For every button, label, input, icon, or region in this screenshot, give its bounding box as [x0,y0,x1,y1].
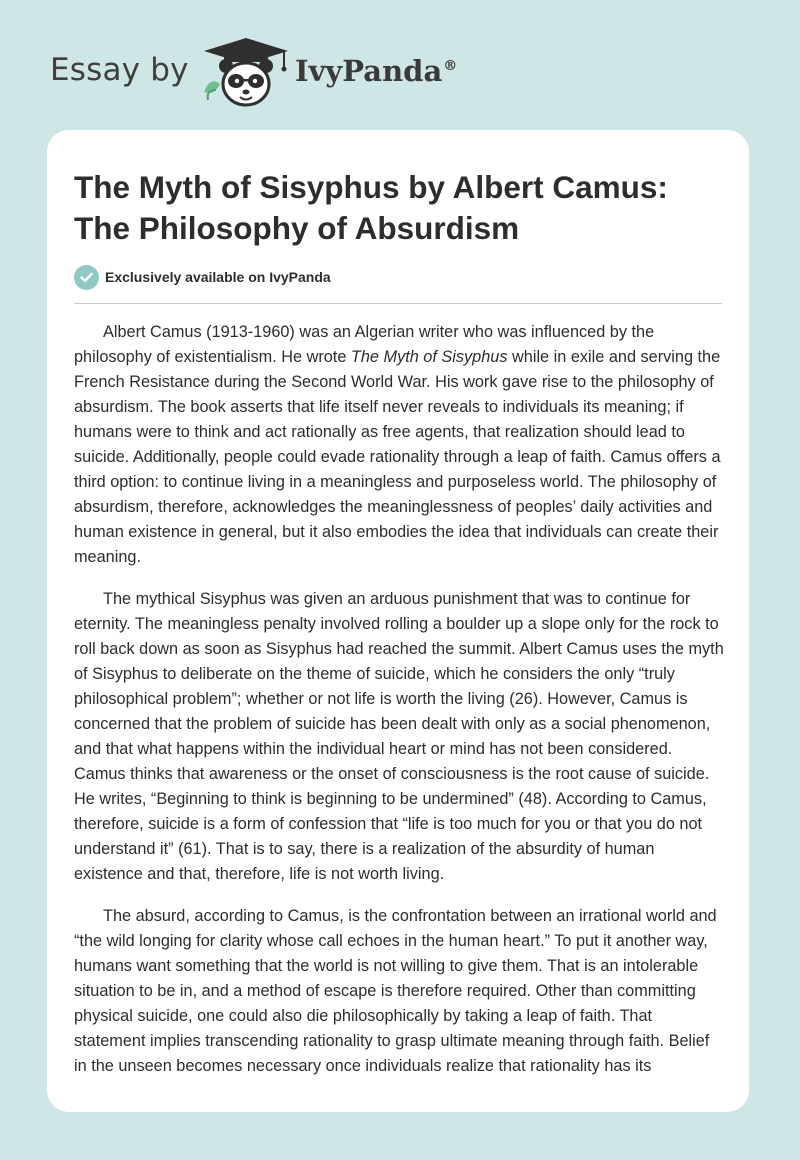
registered-mark: ® [443,58,458,75]
essay-card [47,130,749,1112]
essay-title [74,167,724,249]
panda-logo-icon[interactable] [200,36,292,108]
brand-prefix: Essay by [50,52,189,88]
brand-name: IvyPanda® [295,54,458,88]
paragraph-2: The mythical Sisyphus was given an arduous punishment that was to continue for eternity. The meaningless penalty involved rolling a boulder up a slope only for the rock to roll back down as soon as Sisyphus had reached the summit. Albert Camus uses the myth of Sisyphus to deliberate on the theme of suicide, which he considers the only “truly philosophical problem”; whether or not life is worth the living (26). However, Camus is concerned that the problem of suicide has been dealt with only as a social phenomenon, and that what happens within the individual heart or mind has not been considered. Camus thinks that awareness or the onset of consciousness is the root cause of suicide. He writes, “Beginning to think is beginning to be undermined” (48). According to Camus, therefore, suicide is a form of confession that “life is too much for you or that you do not understand it” (61). That is to say, there is a realization of the absurdity of human existence and that, therefore, life is not worth living. [74,590,724,883]
paragraph-3: The absurd, according to Camus, is the confrontation between an irrational world and “the wild longing for clarity whose call echoes in the human heart.” To put it another way, humans want something that the world is not willing to give them. That is an intolerable situation to be in, and a method of escape is therefore required. Other than committing physical suicide, one could also die philosophically by taking a leap of faith. That statement implies transcending rationality to grasp ultimate meaning through faith. Belief in the unseen becomes necessary once individuals realize that rationality has its [74,907,717,1075]
paragraph-1: Albert Camus (1913-1960) was an Algerian writer who was influenced by the philosophy of existentialism. He wrote The Myth of Sisyphus while in exile and serving the French Resistance during the Second World War. His work gave rise to the philosophy of absurdism. The book asserts that life itself never reveals to individuals its meaning; if humans were to think and act rationally as free agents, that realization should lead to suicide. Additionally, people could evade rationality through a leap of faith. Camus offers a third option: to continue living in a meaningless and purposeless world. The philosophy of absurdism, therefore, acknowledges the meaninglessness of peoples’ daily activities and human existence in general, but it also embodies the idea that individuals can create their meaning. [74,323,721,566]
exclusive-badge [74,264,331,290]
title-line-1: The Myth of Sisyphus by Albert Camus: [74,169,668,205]
book-title: The Myth of Sisyphus [350,348,508,366]
divider [74,303,722,304]
essay-body [74,320,724,1096]
badge-label: Exclusively available on IvyPanda [105,269,331,285]
title-line-2: The Philosophy of Absurdism [74,210,520,246]
site-header [0,0,800,130]
checkmark-icon [74,265,99,290]
